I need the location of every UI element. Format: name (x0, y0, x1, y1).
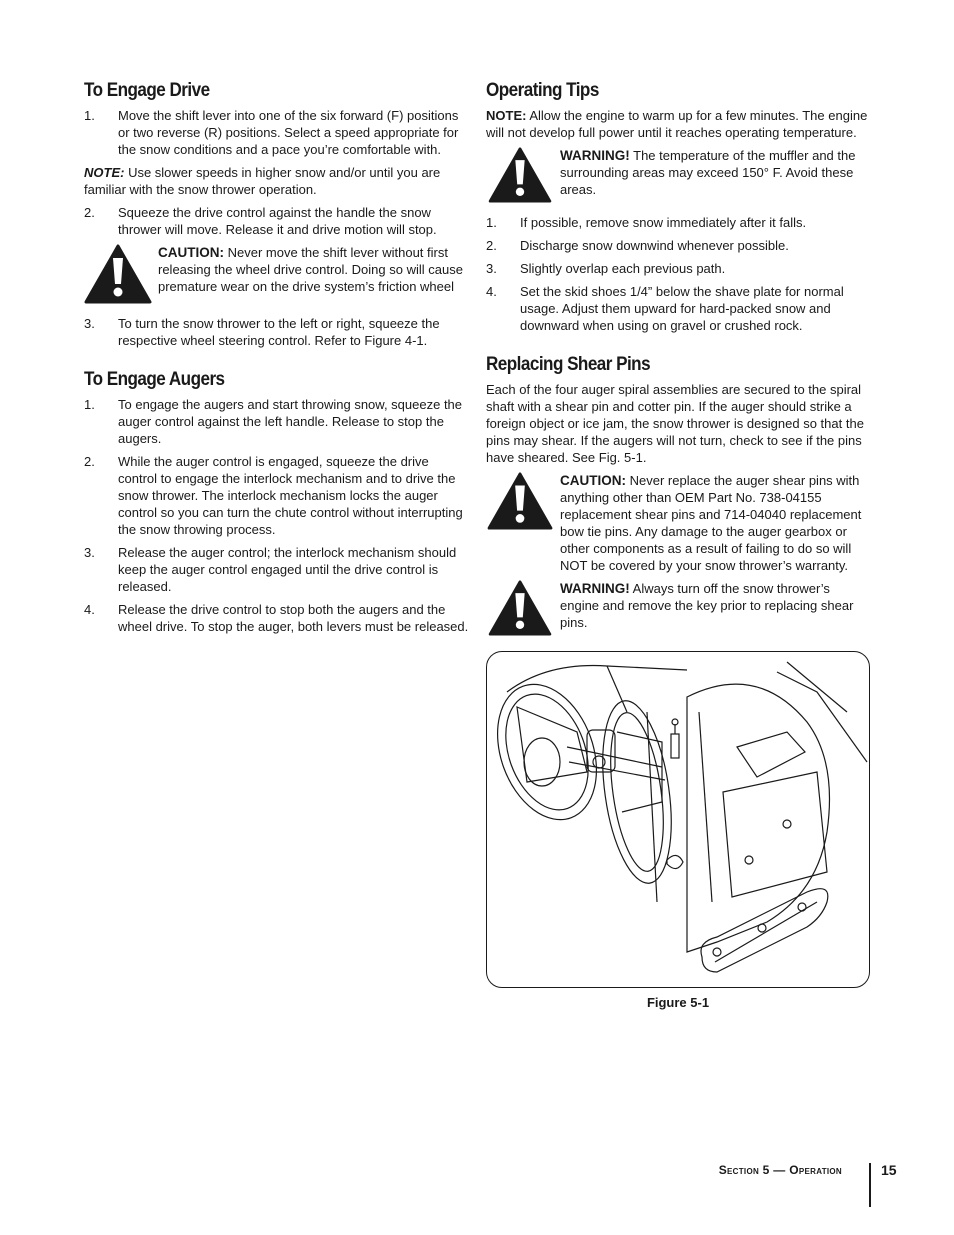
warning-text: The temperature of the muffler and the surrounding areas may exceed 150° F. Avoid these areas. (560, 148, 856, 197)
warning-box (486, 147, 870, 208)
list-item: 1. To engage the augers and start throwing snow, squeeze the auger control against the left handle. Release to stop the augers. (84, 397, 463, 446)
warning-text: Always turn off the snow thrower’s engine and remove the key prior to replacing shear pins. (560, 581, 854, 630)
caution-text: Never replace the auger shear pins with anything other than OEM Part No. 738-04155 replacement shear pins and 714-04040 replacement bow tie pins. Any damage to the auger gearbox or other components as a result of failing to do so will NOT be covered by your snow thrower’s warranty. (560, 473, 862, 573)
list-item: 1. If possible, remove snow immediately after it falls. (486, 215, 807, 230)
caution-label: CAUTION: (158, 245, 224, 260)
list-item: 3. Release the auger control; the interlock mechanism should keep the auger control engaged until the drive control is released. (84, 545, 457, 594)
footer-divider (869, 1163, 871, 1207)
caution-box (84, 244, 470, 309)
right-column (486, 80, 870, 647)
heading-engage-drive: To Engage Drive (84, 80, 210, 101)
footer-section-label: Section 5 — Operation (718, 1163, 842, 1177)
figure-5-1-auger-illustration (486, 651, 870, 988)
list-item: 2. Discharge snow downwind whenever possible. (486, 238, 789, 253)
note-text: Allow the engine to warm up for a few minutes. The engine will not develop full power until it reaches operating temperature. (486, 108, 868, 140)
caution-label: CAUTION: (560, 473, 626, 488)
note-text: Use slower speeds in higher snow and/or until you are familiar with the snow thrower operation. (84, 165, 441, 197)
heading-engage-augers: To Engage Augers (84, 369, 225, 390)
list-item: 3. To turn the snow thrower to the left or right, squeeze the respective wheel steering control. Refer to Figure 4-1. (84, 316, 440, 348)
note (486, 107, 870, 141)
figure-caption: Figure 5-1 (646, 995, 710, 1010)
note (84, 164, 470, 198)
heading-replacing-shear-pins: Replacing Shear Pins (486, 354, 651, 375)
exclamation-triangle-icon (486, 580, 556, 641)
exclamation-triangle-icon (486, 472, 556, 574)
list-item: 2. Squeeze the drive control against the handle the snow thrower will move. Release it and drive motion will stop. (84, 205, 437, 237)
caution-text: Never move the shift lever without first releasing the wheel drive control. Doing so will cause premature wear on the drive system’s friction wheel (158, 245, 463, 294)
list-item: 1. Move the shift lever into one of the six forward (F) positions or two reverse (R) positions. Select a speed appropriate for the snow conditions and a pace you’re comfortable with. (84, 108, 459, 157)
list-item: 2. While the auger control is engaged, squeeze the drive control to engage the interlock mechanism and to drive the snow thrower. The interlock mechanism locks the auger control so you can turn the chute control without interrupting the snow throwing process. (84, 454, 463, 537)
note-label: NOTE: (486, 108, 527, 123)
list-item: 4. Set the skid shoes 1/4” below the shave plate for normal usage. Adjust them upward for hard-packed snow and downward when using on gravel or crushed rock. (486, 284, 844, 333)
page-number: 15 (881, 1162, 897, 1178)
note-label: NOTE: (84, 165, 125, 180)
heading-operating-tips: Operating Tips (486, 80, 599, 101)
list-item: 4. Release the drive control to stop both the augers and the wheel drive. To stop the auger, both levers must be released. (84, 602, 469, 634)
exclamation-triangle-icon (486, 147, 556, 208)
body-text: Each of the four auger spiral assemblies are secured to the spiral shaft with a shear pin and cotter pin. If the auger should strike a foreign object or ice jam, the snow thrower is designed so that the pins may shear. If the augers will not turn, check to see if the pins have sheared. See Fig. 5-1. (486, 382, 864, 465)
caution-box (486, 472, 870, 574)
warning-label: WARNING! (560, 581, 630, 596)
left-column (84, 80, 470, 641)
warning-label: WARNING! (560, 148, 630, 163)
warning-box (486, 580, 870, 641)
exclamation-triangle-icon (84, 244, 154, 309)
list-item: 3. Slightly overlap each previous path. (486, 261, 726, 276)
